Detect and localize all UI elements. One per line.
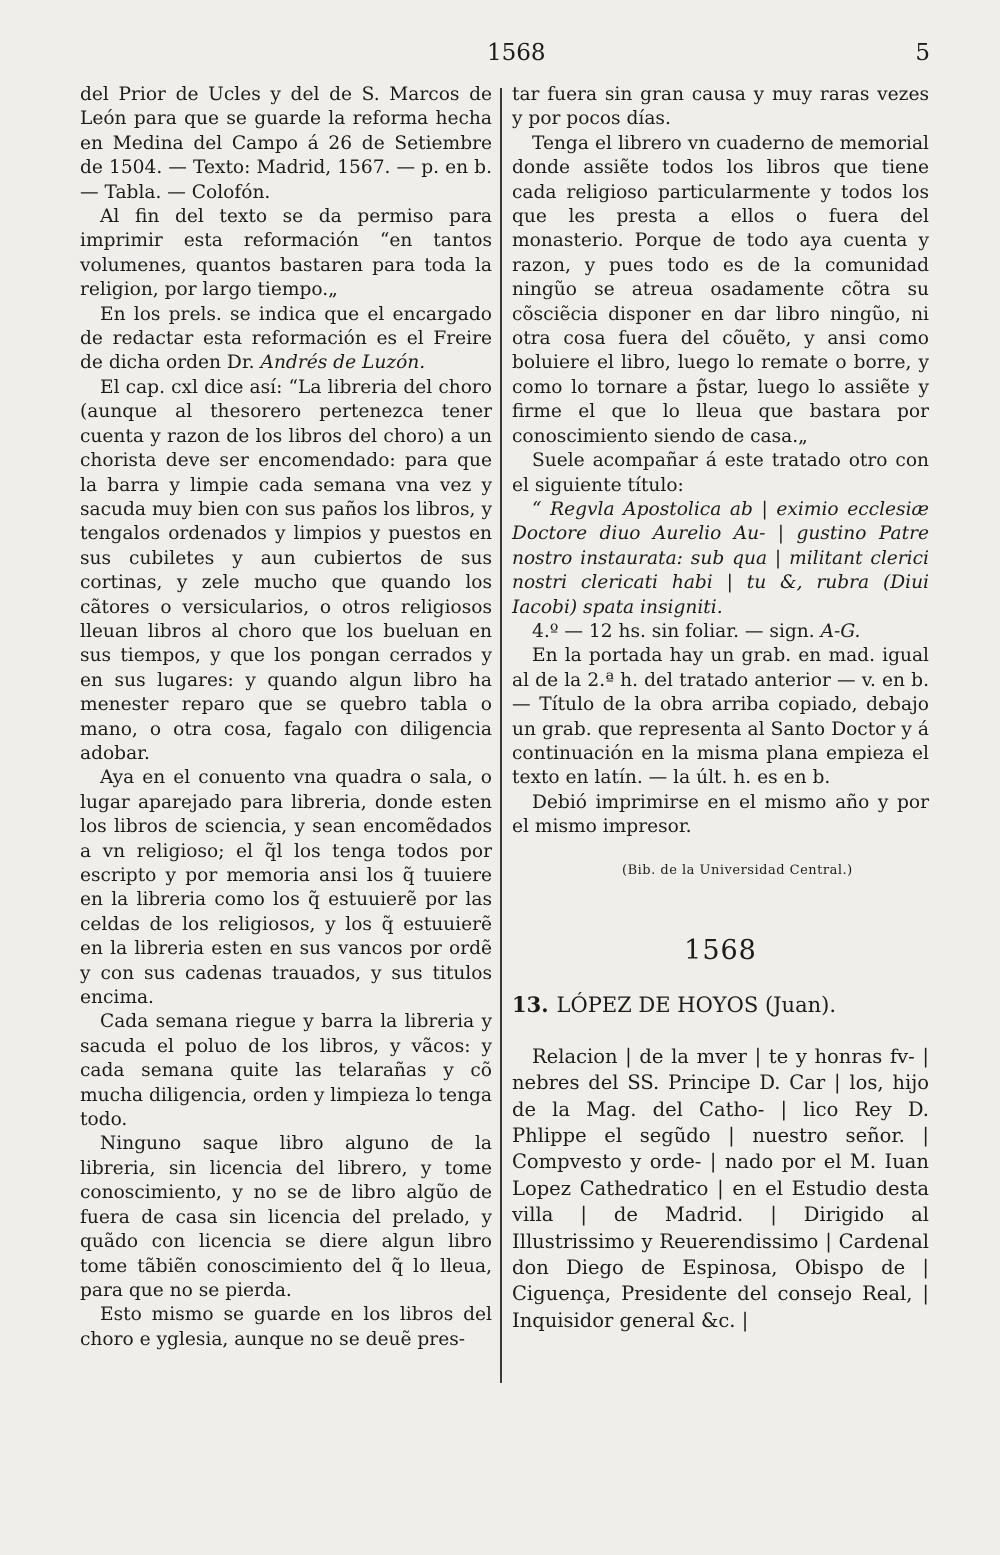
entry-number: 13.	[512, 992, 549, 1018]
entry-author: LÓPEZ DE HOYOS (Juan).	[556, 993, 836, 1018]
paragraph: El cap. cxl dice así: “La libreria del choro (aunque al thesorero pertenezca tener cuenta y razon de los libros del choro) a un chorista deve ser encomendado: para que la barra y limpie cada semana vna vez y sacuda muy bien con sus paños los libros, y tengalos ordenados y limpios y puestos en sus cubiletes y aun cubiertos de sus cortinas, y zele mucho que quando los cãtores o versicularios, o otros religiosos lleuan libros al choro que los bueluan en sus tiempos, y que los pongan cerrados y en sus lugares: y quando algun libro ha menester reparo que se quebro tabla o mano, o otra cosa, fagalo con diligencia adobar.	[80, 376, 492, 764]
collation-text: 4.º — 12 hs. sin foliar. — sign.	[532, 620, 815, 642]
paragraph: Ninguno saque libro alguno de la libreria, sin licencia del librero, y tome conoscimiento, y no se de libro algũo de fuera de casa sin licencia del prelado, y quãdo con licencia se diere algun libro tome tãbiẽn conoscimiento del q̃ lo lleua, para que no se pierda.	[80, 1133, 492, 1301]
entry-body: Relacion | de la mver | te y honras fv- | nebres del SS. Principe D. Car | los, hijo de la Mag. del Catho- | lico Rey D. Phlippe el segũdo | nuestro señor. | Compvesto y orde- | nado por el M. Iuan Lopez Cathedratico | en el Estudio desta villa | de Madrid. | Dirigido al Illustrissimo y Reuerendissimo | Cardenal don Diego de Espinosa, Obispo de | Ciguença, Presidente del consejo Real, | Inquisidor general &c. |	[512, 1044, 929, 1332]
paragraph	[80, 303, 492, 376]
paragraph: tar fuera sin gran causa y muy raras vezes y por pocos días.	[512, 84, 929, 130]
paragraph: Tenga el librero vn cuaderno de memorial donde assiẽte todos los libros que tiene cada religioso particularmente y todos los que les presta a ellos o fuera del monasterio. Porque de todo aya cuenta y razon, y pues todo es de la comunidad ningũo se atreua osadamente cõtra su cõsciẽcia disponer en dar libro ningũo, ni otra cosa fuera del cõuẽto, y ansi como boluiere el libro, luego lo remate o borre, y como lo tornare a p̃star, luego lo assiẽte y firme el que lo lleua que bastara por conoscimiento siendo de casa.„	[512, 132, 929, 447]
paragraph: Esto mismo se guarde en los libros del choro e yglesia, aunque no se deuẽ pres-	[80, 1304, 492, 1350]
running-head-year: 1568	[487, 40, 546, 66]
paragraph: Suele acompañar á este tratado otro con el siguiente título:	[512, 450, 929, 496]
paragraph: Debió imprimirse en el mismo año y por el mismo impresor.	[512, 791, 929, 838]
paragraph	[512, 620, 929, 644]
paragraph: del Prior de Ucles y del de S. Marcos de León para que se guarde la reforma hecha en Medina del Campo á 26 de Setiembre de 1504. — Texto: Madrid, 1567. — p. en b. — Tabla. — Colofón.	[80, 84, 492, 203]
paragraph: Al fin del texto se da permiso para imprimir esta reformación “en tantos volumenes, quantos bastaren para toda la religion, por largo tiempo.„	[80, 206, 492, 301]
paragraph: En la portada hay un grab. en mad. igual al de la 2.ª h. del tratado anterior — v. en b. — Título de la obra arriba copiado, debajo un grab. que representa al Santo Doctor y á continuación en la misma plana empieza el texto en latín. — la últ. h. es en b.	[512, 645, 929, 789]
left-column	[80, 83, 492, 1352]
section-year-heading: 1568	[684, 935, 757, 966]
library-source: (Bib. de la Universidad Central.)	[622, 862, 853, 878]
paragraph: Cada semana riegue y barra la libreria y sacuda el poluo de los libros, y vãcos: y cada semana quite las telarañas y cõ mucha diligencia, orden y limpieza lo tenga todo.	[80, 1011, 492, 1131]
signature-range: A-G.	[820, 620, 861, 642]
running-head	[0, 40, 1000, 72]
right-column	[512, 83, 929, 1334]
paragraph-text: En los prels. se indica que el encargado de redactar esta reformación es el Freire de dicha orden Dr.	[80, 303, 492, 374]
entry-heading	[512, 993, 929, 1017]
author-name: Andrés de Luzón.	[260, 352, 426, 374]
latin-title: “ Regvla Apostolica ab | eximio ecclesiæ Doctore diuo Aurelio Au- | gustino Patre nostro instaurata: sub qua | militant clerici nostri clericati habi | tu &, rubra (Diui Iacobi) spata insigniti.	[512, 498, 929, 618]
paragraph: Aya en el conuento vna quadra o sala, o lugar aparejado para libreria, donde esten los libros de sciencia, y sean encomẽdados a vn religioso; el q̃l los tenga todos por escripto y por memoria ansi los q̃ tuuiere en la libreria como los q̃ estuuierẽ por las celdas de los religiosos, y los q̃ estuuierẽ en la libreria esten en sus vancos por ordẽ y con sus cadenas trauados, y sus titulos encima.	[80, 767, 492, 1009]
page-number: 5	[915, 40, 930, 66]
column-divider	[500, 88, 502, 1383]
